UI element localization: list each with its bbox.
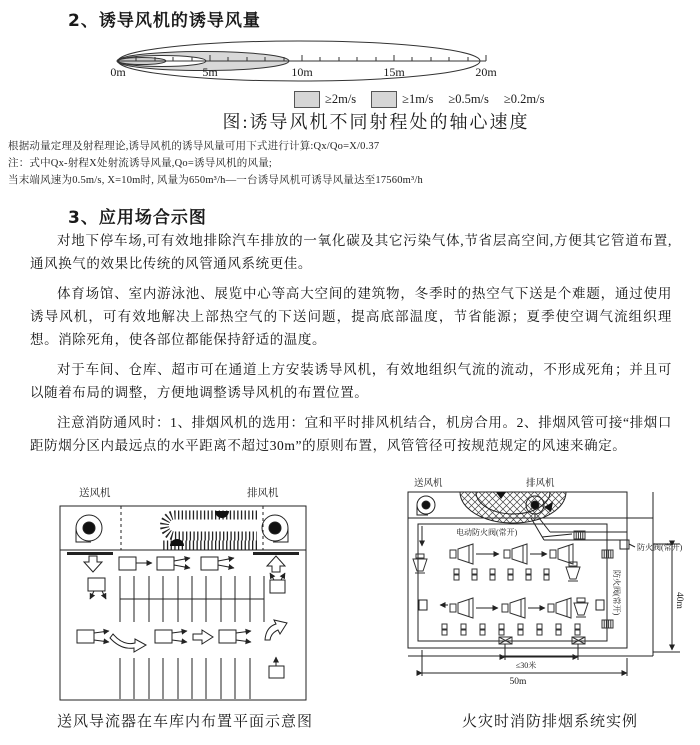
jet-range-figure — [92, 30, 502, 94]
garage-fan-labels — [79, 486, 279, 499]
legend-label: ≥1m/s — [402, 92, 434, 106]
motor-damper-label: 电动防火阀(常开) — [456, 528, 518, 537]
legend-item-2ms — [294, 91, 356, 108]
supply-fan-label: 送风机 — [414, 479, 443, 489]
section3-heading: 3、应用场合示图 — [68, 208, 207, 228]
paragraph: 体育场馆、室内游泳池、展览中心等高大空间的建筑物，冬季时的热空气下送是个难题，通过使用诱导风机，可有效地解决上部热空气的下送问题，提高底部温度，节省能源；夏季使空调气流组织理想。消除死角，使各部位都能保持舒适的温度。 — [30, 286, 672, 347]
axis-label-5m: 5m — [202, 65, 218, 79]
note-line: 注：式中Qx-射程X处射流诱导风量,Qo=诱导风机的风量; — [8, 158, 273, 169]
paragraph: 对地下停车场,可有效地排除汽车排放的一氧化碳及其它污染气体,节省层高空间,方便其它管道布置,通风换气的效果比传统的风管通风系统更佳。 — [30, 233, 672, 271]
legend-item-1ms — [371, 91, 433, 108]
vent-spacing-dim: ≤30米 — [515, 661, 537, 670]
note-line: 当末端风速为0.5m/s, X=10m时, 风量为650m³/h—一台诱导风机可诱导风量达至17560m³/h — [8, 175, 423, 186]
axis-label-10m: 10m — [291, 65, 313, 79]
fire-damper-side-label: 防火阀(常开) — [612, 570, 621, 616]
fire-plan-labels — [456, 527, 684, 687]
jet-figure-caption: 图:诱导风机不同射程处的轴心速度 — [222, 112, 530, 132]
garage-figure-caption: 送风导流器在车库内布置平面示意图 — [56, 714, 313, 730]
garage-plan-figure — [57, 482, 309, 708]
legend-swatch — [294, 91, 320, 108]
paragraph: 对于车间、仓库、超市可在通道上方安装诱导风机，有效地组织气流的流动，不形成死角；并且可以随着布局的调整，方便地调整诱导风机的布置位置。 — [30, 362, 672, 400]
legend-label: ≥0.5m/s — [448, 92, 489, 106]
height-dim: 40m — [674, 592, 684, 609]
fire-plan-linework — [408, 492, 680, 676]
section2-heading: 2、诱导风机的诱导风量 — [68, 11, 261, 31]
paragraph: 注意消防通风时：1、排烟风机的选用：宜和平时排风机结合，机房合用。2、排烟风管可接“排烟口距防烟分区内最远点的水平距离不超过30m”的原则布置，风管管径可按规范规定的风速来确定。 — [30, 415, 672, 453]
axis-label-20m: 20m — [475, 65, 497, 79]
legend-item-05ms — [448, 92, 489, 107]
fire-fan-labels — [414, 477, 555, 489]
width-dim: 50m — [509, 677, 527, 687]
formula-notes — [8, 138, 423, 189]
body-paragraphs — [30, 229, 672, 464]
note-line: 根据动量定理及射程理论,诱导风机的诱导风量可用下式进行计算:Qx/Qo=X/0.37 — [8, 141, 380, 152]
supply-fan-label: 送风机 — [79, 488, 111, 499]
legend-swatch — [371, 91, 397, 108]
legend-label: ≥0.2m/s — [503, 92, 545, 106]
legend-label: ≥2m/s — [325, 92, 357, 106]
axis-label-0m: 0m — [110, 65, 126, 79]
jet-legend — [294, 91, 544, 108]
fire-figure-caption: 火灾时消防排烟系统实例 — [461, 714, 638, 730]
garage-plan-linework — [60, 506, 306, 700]
fire-smoke-system-figure — [398, 474, 698, 704]
axis-label-15m: 15m — [383, 65, 405, 79]
legend-item-02ms — [504, 92, 545, 107]
fire-damper-top-label: 防火阀(常开) — [637, 543, 683, 552]
exhaust-fan-label: 排风机 — [526, 479, 555, 489]
exhaust-fan-label: 排风机 — [247, 488, 279, 499]
